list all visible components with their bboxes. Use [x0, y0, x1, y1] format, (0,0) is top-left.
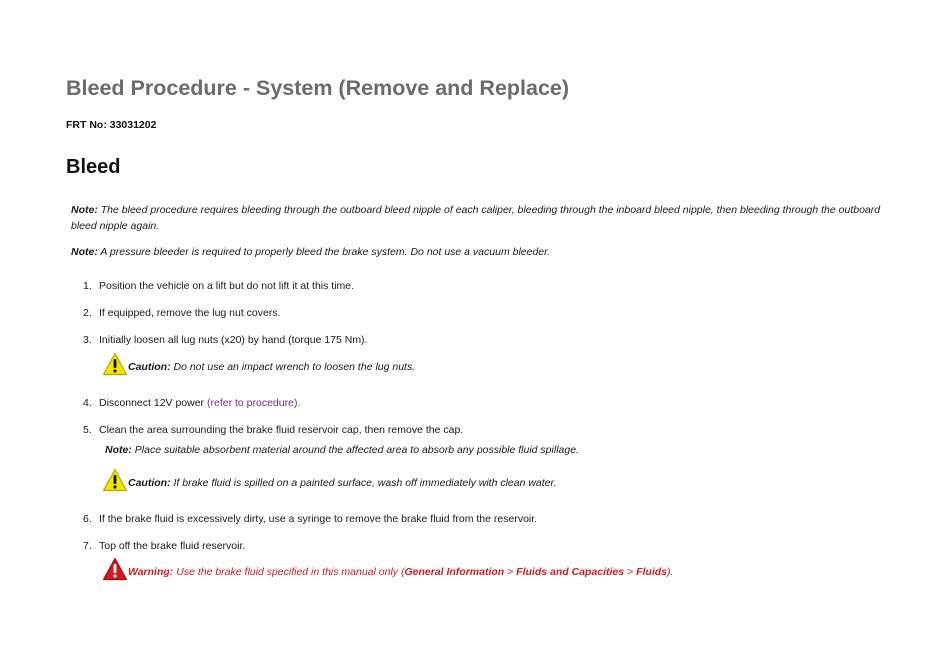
- step-number: 5.: [83, 424, 92, 436]
- breadcrumb-separator: >: [504, 566, 517, 578]
- refer-procedure-link[interactable]: (refer to procedure).: [206, 397, 301, 409]
- step-text: Disconnect 12V power: [99, 397, 207, 409]
- warning-label: Warning:: [128, 566, 174, 578]
- caution-text: [128, 477, 557, 489]
- step-text: Initially loosen all lug nuts (x20) by hand (torque 175 Nm).: [99, 334, 368, 346]
- step-number: 2.: [83, 307, 92, 319]
- step-5: [83, 423, 463, 437]
- step-text: Clean the area surrounding the brake fluid reservoir cap, then remove the cap.: [99, 424, 464, 436]
- step-4: [83, 396, 300, 410]
- note-pressure-bleeder: [71, 244, 891, 260]
- step-text: Top off the brake fluid reservoir.: [99, 540, 246, 552]
- warning-end: ).: [667, 566, 674, 578]
- warning-message: Use the brake fluid specified in this manual only (: [176, 566, 405, 578]
- step-7: [83, 539, 245, 553]
- caution-triangle-icon: [102, 468, 128, 492]
- warning-text: [128, 566, 673, 578]
- step-number: 7.: [83, 540, 92, 552]
- note-text: A pressure bleeder is required to properly bleed the brake system. Do not use a vacuum bleeder.: [100, 246, 551, 258]
- note-bleed-order: [71, 202, 891, 234]
- caution-triangle-icon: [102, 352, 128, 376]
- caution-label: Caution:: [128, 477, 171, 489]
- step-number: 3.: [83, 334, 92, 346]
- step-2: [83, 306, 281, 320]
- breadcrumb-separator: >: [624, 566, 637, 578]
- note-text: Place suitable absorbent material around the affected area to absorb any possible fluid spillage.: [134, 444, 579, 456]
- caution-message: Do not use an impact wrench to loosen the lug nuts.: [173, 361, 416, 373]
- caution-text: [128, 361, 415, 373]
- step-6: [83, 512, 537, 526]
- step-number: 6.: [83, 513, 92, 525]
- note-absorbent-material: [105, 444, 579, 456]
- warning-triangle-icon: [102, 557, 128, 581]
- step-3: [83, 333, 367, 347]
- caution-label: Caution:: [128, 361, 171, 373]
- step-number: 4.: [83, 397, 92, 409]
- page-title: Bleed Procedure - System (Remove and Replace): [66, 76, 570, 100]
- note-label: Note:: [105, 444, 132, 456]
- ref-fluids-capacities-link[interactable]: Fluids and Capacities: [516, 566, 625, 578]
- ref-general-information-link[interactable]: General Information: [404, 566, 505, 578]
- note-text: The bleed procedure requires bleeding through the outboard bleed nipple of each caliper, bleeding through the inboard bleed nipple, then bleeding through the outboard bleed nipple again.: [71, 204, 881, 232]
- note-label: Note:: [71, 204, 98, 216]
- step-number: 1.: [83, 280, 92, 292]
- frt-number: FRT No: 33031202: [66, 119, 157, 131]
- step-1: [83, 279, 354, 293]
- ref-fluids-link[interactable]: Fluids: [636, 566, 668, 578]
- step-text: If equipped, remove the lug nut covers.: [99, 307, 281, 319]
- step-text: If the brake fluid is excessively dirty, use a syringe to remove the brake fluid from the reservoir.: [99, 513, 538, 525]
- section-title: Bleed: [66, 156, 121, 178]
- caution-message: If brake fluid is spilled on a painted surface, wash off immediately with clean water.: [173, 477, 557, 489]
- note-label: Note:: [71, 246, 98, 258]
- step-text: Position the vehicle on a lift but do not lift it at this time.: [99, 280, 355, 292]
